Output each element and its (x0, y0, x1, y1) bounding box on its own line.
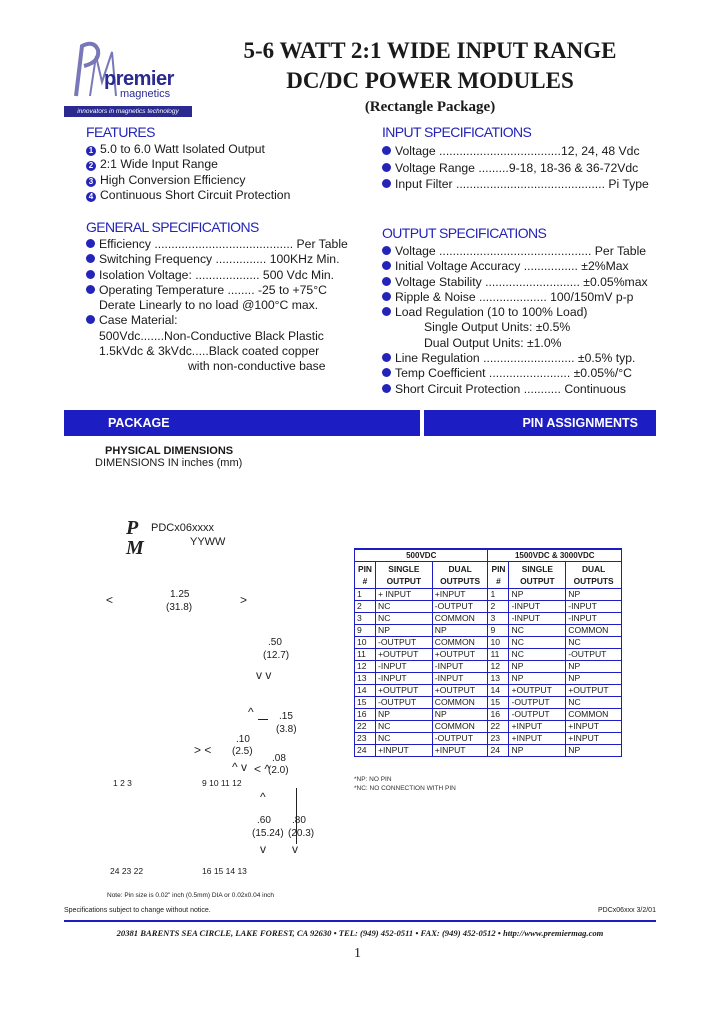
table-cell: 16 (355, 709, 376, 721)
table-cell: 10 (488, 637, 509, 649)
table-row (355, 661, 622, 673)
table-cell: 10 (355, 637, 376, 649)
logo-brand-secondary: magnetics (120, 88, 171, 100)
table-cell: 14 (488, 685, 509, 697)
table-row (355, 721, 622, 733)
table-row (355, 733, 622, 745)
table-cell: -INPUT (566, 613, 622, 625)
table-row (355, 745, 622, 757)
output-item: Voltage ............................................. Per Table (382, 244, 648, 259)
table-cell: NP (566, 661, 622, 673)
dim-row-spacing: .60 (257, 815, 271, 826)
group-500vdc: 500VDC (355, 549, 488, 562)
arrow-pair-icon: > < (194, 743, 212, 757)
arrow-down-icon: v (260, 842, 266, 856)
table-cell: +INPUT (509, 733, 566, 745)
table-cell: 22 (488, 721, 509, 733)
pin-table (354, 548, 622, 757)
pins-bottom-right: 16 15 14 13 (202, 866, 247, 876)
bullet-icon (382, 384, 391, 393)
dim-width: 1.25 (170, 589, 190, 600)
table-cell: NC (566, 697, 622, 709)
bullet-icon (382, 179, 391, 188)
output-item: Initial Voltage Accuracy ................ ±2%Max (382, 259, 648, 274)
table-cell: NC (376, 613, 433, 625)
footer-rule (64, 920, 656, 922)
logo (62, 38, 194, 120)
table-cell: NP (566, 745, 622, 757)
table-cell: -INPUT (566, 601, 622, 613)
col-single: SINGLE OUTPUT (509, 562, 566, 589)
table-cell: -OUTPUT (432, 601, 488, 613)
table-cell: 23 (355, 733, 376, 745)
arrow-down-icon: v (292, 842, 298, 856)
table-cell: NP (376, 709, 433, 721)
general-derate: Derate Linearly to no load @100°C max. (99, 298, 319, 313)
bullet-icon (382, 292, 391, 301)
general-case2: 1.5kVdc & 3kVdc.....Black coated copper (99, 344, 320, 359)
input-item: Input Filter ............................................ Pi Type (382, 176, 649, 193)
table-cell: 15 (488, 697, 509, 709)
arrow-up-icon: ^ (248, 705, 254, 719)
dim-row-spacing-mm: (15.24) (252, 828, 284, 839)
table-cell: NC (509, 625, 566, 637)
dim-tick (258, 719, 268, 720)
dim-height-mm: (12.7) (263, 650, 290, 661)
output-single: Single Output Units: ±0.5% (424, 320, 571, 335)
dim-pitch-mm: (2.5) (232, 746, 253, 757)
output-item: Ripple & Noise .................... 100/150mV p-p (382, 290, 648, 305)
number-2-icon: 2 (86, 161, 96, 171)
page-number: 1 (354, 946, 361, 961)
general-item: Case Material: (86, 313, 348, 328)
table-cell: -INPUT (376, 673, 433, 685)
table-cell: NP (509, 745, 566, 757)
features-list (86, 142, 290, 203)
general-list (86, 237, 348, 375)
bullet-icon (382, 368, 391, 377)
arrow-right-icon: < ^ (254, 762, 270, 776)
col-dual: DUAL OUTPUTS (432, 562, 488, 589)
bullet-icon (382, 353, 391, 362)
title-subtitle: (Rectangle Package) (364, 99, 496, 115)
output-item: Line Regulation ........................... ±0.5% typ. (382, 351, 648, 366)
pins-bar (424, 410, 656, 436)
table-cell: -INPUT (509, 613, 566, 625)
table-cell: NP (509, 673, 566, 685)
output-item: Load Regulation (10 to 100% Load) (382, 305, 648, 320)
dim-depth-mm: (20.3) (288, 828, 315, 839)
package-bar-label: PACKAGE (108, 416, 170, 430)
table-cell: 22 (355, 721, 376, 733)
footer-doc-id: PDCx06xxx 3/2/01 (598, 907, 656, 914)
table-cell: COMMON (432, 697, 488, 709)
pin-size-note: Note: Pin size is 0.02" inch (0.5mm) DIA or 0.02x0.04 inch (107, 892, 275, 899)
output-item: Voltage Stability ............................ ±0.05%max (382, 275, 648, 290)
dim-depth: .80 (292, 815, 306, 826)
arrow-up-icon: ^ v (232, 760, 247, 774)
input-heading: INPUT SPECIFICATIONS (382, 124, 532, 140)
table-cell: +OUTPUT (509, 685, 566, 697)
dim-standoff-mm: (3.8) (276, 724, 297, 735)
table-cell: 23 (488, 733, 509, 745)
table-cell: 3 (488, 613, 509, 625)
bullet-icon (382, 163, 391, 172)
output-list (382, 244, 648, 397)
bullet-icon (86, 315, 95, 324)
features-heading: FEATURES (86, 124, 155, 140)
pin-table-header-row (355, 562, 622, 589)
table-cell: NP (566, 589, 622, 601)
table-cell: +INPUT (566, 721, 622, 733)
module-date-code: YYWW (190, 536, 226, 548)
col-single: SINGLE OUTPUT (376, 562, 433, 589)
pin-table-group-row (355, 549, 622, 562)
table-cell: +INPUT (432, 589, 488, 601)
general-item: Isolation Voltage: ................... 500 Vdc Min. (86, 268, 348, 283)
feature-item: 1 5.0 to 6.0 Watt Isolated Output (86, 142, 290, 157)
table-cell: -OUTPUT (509, 697, 566, 709)
table-cell: 2 (355, 601, 376, 613)
logo-brand: premier (104, 68, 174, 90)
arrow-up-icon: ^ (260, 790, 266, 804)
title-line1: 5-6 WATT 2:1 WIDE INPUT RANGE (243, 38, 617, 63)
table-row (355, 625, 622, 637)
table-cell: COMMON (566, 625, 622, 637)
table-cell: 13 (488, 673, 509, 685)
table-cell: COMMON (566, 709, 622, 721)
number-1-icon: 1 (86, 146, 96, 156)
dim-height: .50 (268, 637, 282, 648)
dim-standoff: .15 (279, 711, 293, 722)
input-list (382, 143, 649, 193)
table-row (355, 709, 622, 721)
table-cell: 15 (355, 697, 376, 709)
output-dual: Dual Output Units: ±1.0% (424, 335, 562, 350)
general-item: Switching Frequency ............... 100KHz Min. (86, 252, 348, 267)
output-heading: OUTPUT SPECIFICATIONS (382, 225, 547, 241)
table-cell: 14 (355, 685, 376, 697)
table-row (355, 613, 622, 625)
number-3-icon: 3 (86, 177, 96, 187)
bullet-icon (86, 239, 95, 248)
table-cell: +INPUT (432, 745, 488, 757)
table-cell: +OUTPUT (376, 685, 433, 697)
input-item: Voltage ....................................12, 24, 48 Vdc (382, 143, 649, 160)
logo-tagline: innovators in magnetics technology (64, 106, 192, 117)
col-pin: PIN # (355, 562, 376, 589)
module-monogram: PM (126, 517, 142, 559)
table-cell: NC (509, 649, 566, 661)
table-cell: +OUTPUT (432, 649, 488, 661)
table-cell: NP (432, 709, 488, 721)
bullet-icon (382, 277, 391, 286)
pins-bar-label: PIN ASSIGNMENTS (522, 416, 638, 430)
dim-pin-offset-mm: (2.0) (268, 765, 289, 776)
table-cell: + INPUT (376, 589, 433, 601)
output-item: Temp Coefficient ........................ ±0.05%/°C (382, 366, 648, 381)
pins-top-right: 9 10 11 12 (202, 778, 242, 788)
table-cell: +INPUT (509, 721, 566, 733)
table-cell: 13 (355, 673, 376, 685)
table-cell: NP (509, 661, 566, 673)
table-row (355, 697, 622, 709)
dim-width-mm: (31.8) (166, 602, 193, 613)
table-cell: NP (376, 625, 433, 637)
footer-disclaimer: Specifications subject to change without notice. (64, 907, 211, 914)
feature-item: 2 2:1 Wide Input Range (86, 157, 290, 172)
table-cell: 1 (355, 589, 376, 601)
table-cell: 16 (488, 709, 509, 721)
bullet-icon (382, 307, 391, 316)
bullet-icon (86, 270, 95, 279)
general-item: Efficiency ......................................... Per Table (86, 237, 348, 252)
table-cell: 11 (488, 649, 509, 661)
physical-heading: PHYSICAL DIMENSIONS (105, 445, 234, 457)
table-cell: 9 (355, 625, 376, 637)
table-row (355, 673, 622, 685)
table-cell: COMMON (432, 637, 488, 649)
table-row (355, 601, 622, 613)
title-line2: DC/DC POWER MODULES (286, 68, 574, 93)
physical-subheading: DIMENSIONS IN inches (mm) (95, 457, 243, 469)
pins-top-left: 1 2 3 (113, 778, 132, 788)
arrow-left-icon: < (106, 593, 114, 607)
bullet-icon (382, 261, 391, 270)
feature-item: 3 High Conversion Efficiency (86, 173, 290, 188)
table-cell: +INPUT (566, 733, 622, 745)
table-cell: -INPUT (376, 661, 433, 673)
table-cell: 24 (355, 745, 376, 757)
table-cell: NC (376, 721, 433, 733)
footer-address: 20381 BARENTS SEA CIRCLE, LAKE FOREST, CA 92630 • TEL: (949) 452-0511 • FAX: (949) 452-0512 • http://www.premiermag.com (116, 928, 604, 938)
table-cell: 24 (488, 745, 509, 757)
table-cell: +OUTPUT (432, 685, 488, 697)
table-cell: 12 (355, 661, 376, 673)
number-4-icon: 4 (86, 192, 96, 202)
table-cell: -OUTPUT (509, 709, 566, 721)
col-pin: PIN # (488, 562, 509, 589)
table-cell: -OUTPUT (376, 697, 433, 709)
bullet-icon (382, 246, 391, 255)
bullet-icon (86, 254, 95, 263)
table-cell: NC (566, 637, 622, 649)
table-cell: NC (376, 601, 433, 613)
table-cell: 1 (488, 589, 509, 601)
general-case3: with non-conductive base (188, 359, 326, 374)
module-part-number: PDCx06xxxx (151, 522, 214, 534)
general-case1: 500Vdc.......Non-Conductive Black Plastic (99, 328, 324, 343)
table-cell: +OUTPUT (566, 685, 622, 697)
table-cell: 3 (355, 613, 376, 625)
output-item: Short Circuit Protection ........... Continuous (382, 382, 648, 397)
table-cell: 9 (488, 625, 509, 637)
package-bar (64, 410, 420, 436)
table-cell: -OUTPUT (432, 733, 488, 745)
feature-item: 4 Continuous Short Circuit Protection (86, 188, 290, 203)
col-dual: DUAL OUTPUTS (566, 562, 622, 589)
table-cell: 12 (488, 661, 509, 673)
table-cell: COMMON (432, 613, 488, 625)
table-cell: +OUTPUT (376, 649, 433, 661)
table-cell: NP (566, 673, 622, 685)
table-cell: -OUTPUT (376, 637, 433, 649)
table-row (355, 637, 622, 649)
table-cell: NC (509, 637, 566, 649)
table-cell: +INPUT (376, 745, 433, 757)
table-row (355, 685, 622, 697)
table-row (355, 649, 622, 661)
table-cell: -INPUT (432, 673, 488, 685)
pins-bottom-left: 24 23 22 (110, 866, 144, 876)
input-item: Voltage Range .........9-18, 18-36 & 36-72Vdc (382, 160, 649, 177)
table-cell: 11 (355, 649, 376, 661)
table-cell: COMMON (432, 721, 488, 733)
dim-pin-offset: .08 (272, 753, 286, 764)
group-1500vdc: 1500VDC & 3000VDC (488, 549, 622, 562)
table-cell: NC (376, 733, 433, 745)
table-cell: NP (509, 589, 566, 601)
bullet-icon (86, 285, 95, 294)
dim-pitch: .10 (236, 734, 250, 745)
arrow-right-icon: > (240, 593, 248, 607)
table-note-nc: *NC: NO CONNECTION WITH PIN (354, 785, 456, 792)
table-cell: -OUTPUT (566, 649, 622, 661)
table-note-np: *NP: NO PIN (354, 776, 392, 783)
table-cell: 2 (488, 601, 509, 613)
table-cell: -INPUT (432, 661, 488, 673)
bullet-icon (382, 146, 391, 155)
table-cell: -INPUT (509, 601, 566, 613)
table-row (355, 589, 622, 601)
table-cell: NP (432, 625, 488, 637)
general-heading: GENERAL SPECIFICATIONS (86, 219, 259, 235)
general-item: Operating Temperature ........ -25 to +75°C (86, 283, 348, 298)
arrow-down-icon: v v (256, 668, 272, 682)
